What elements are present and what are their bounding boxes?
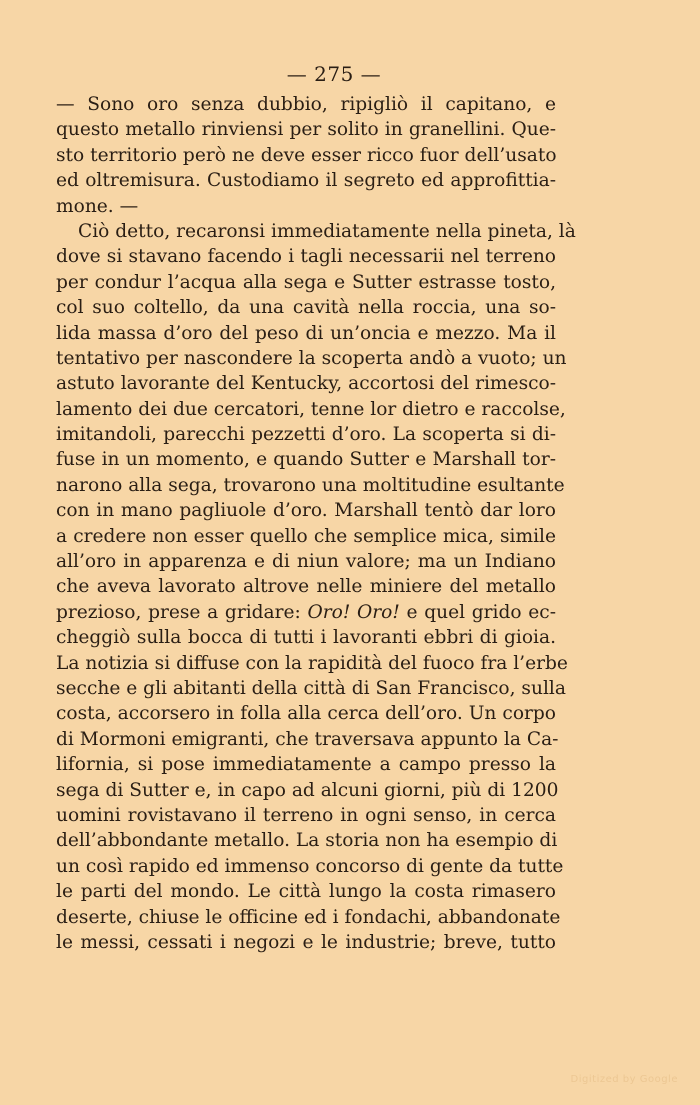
text-line: che aveva lavorato altrove nelle miniere del metallo — [56, 576, 556, 598]
text-line: a credere non esser quello che semplice mica, simile — [56, 525, 556, 547]
text-segment: prezioso, prese a gridare: — [56, 601, 301, 623]
text-line: sto territorio però ne deve esser ricco fuor dell’usato — [56, 144, 557, 166]
page-number: — 275 — — [286, 62, 382, 86]
book-page — [56, 60, 576, 955]
text-line-with-shout — [56, 600, 556, 625]
text-line: costa, accorsero in folla alla cerca dell’oro. Un corpo — [56, 703, 556, 725]
text-line: tentativo per nascondere la scoperta andò a vuoto; un — [56, 347, 567, 369]
text-line: dove si stavano facendo i tagli necessarii nel terreno — [56, 246, 556, 268]
text-line: mone. — — [56, 195, 139, 217]
text-line: lida massa d’oro del peso di un’oncia e mezzo. Ma il — [56, 322, 556, 344]
text-line: Ciò detto, recaronsi immediatamente nella pineta, là — [78, 220, 576, 242]
text-line: astuto lavorante del Kentucky, accortosi del rimesco- — [56, 373, 556, 395]
text-line: fuse in un momento, e quando Sutter e Marshall tor- — [56, 449, 556, 471]
text-line: di Mormoni emigranti, che traversava appunto la Ca- — [56, 728, 559, 750]
text-line: per condur l’acqua alla sega e Sutter estrasse tosto, — [56, 271, 556, 293]
text-line: un così rapido ed immenso concorso di gente da tutte — [56, 855, 564, 877]
text-line: con in mano pagliuole d’oro. Marshall tentò dar loro — [56, 500, 556, 522]
text-line: narono alla sega, trovarono una moltitudine esultante — [56, 474, 565, 496]
text-line: questo metallo rinviensi per solito in granellini. Que- — [56, 119, 556, 141]
text-line: deserte, chiuse le officine ed i fondachi, abbandonate — [56, 906, 561, 928]
text-line: La notizia si diffuse con la rapidità del fuoco fra l’erbe — [56, 652, 568, 674]
shout-text: Oro! Oro! — [307, 601, 400, 623]
text-line: le messi, cessati i negozi e le industrie; breve, tutto — [56, 931, 556, 953]
text-line: imitandoli, parecchi pezzetti d’oro. La scoperta si di- — [56, 424, 556, 446]
body-text — [56, 92, 576, 955]
text-line: le parti del mondo. Le città lungo la costa rimasero — [56, 881, 556, 903]
text-line: cheggiò sulla bocca di tutti i lavoranti ebbri di gioia. — [56, 627, 556, 649]
text-line: col suo coltello, da una cavità nella roccia, una so- — [56, 297, 556, 319]
text-line: all’oro in apparenza e di niun valore; ma un Indiano — [56, 551, 556, 573]
text-line: uomini rovistavano il terreno in ogni senso, in cerca — [56, 804, 556, 826]
text-line: secche e gli abitanti della città di San Francisco, sulla — [56, 677, 566, 699]
text-line: sega di Sutter e, in capo ad alcuni giorni, più di 1200 — [56, 779, 559, 801]
text-line: dell’abbondante metallo. La storia non ha esempio di — [56, 830, 558, 852]
text-segment: e quel grido ec- — [399, 601, 556, 623]
text-line: lamento dei due cercatori, tenne lor dietro e raccolse, — [56, 398, 566, 420]
text-line: ed oltremisura. Custodiamo il segreto ed approfittia- — [56, 170, 556, 192]
digitization-watermark: Digitized by Google — [570, 1074, 678, 1085]
text-line: lifornia, si pose immediatamente a campo presso la — [56, 754, 556, 776]
text-line: — Sono oro senza dubbio, ripigliò il capitano, e — [56, 94, 556, 115]
